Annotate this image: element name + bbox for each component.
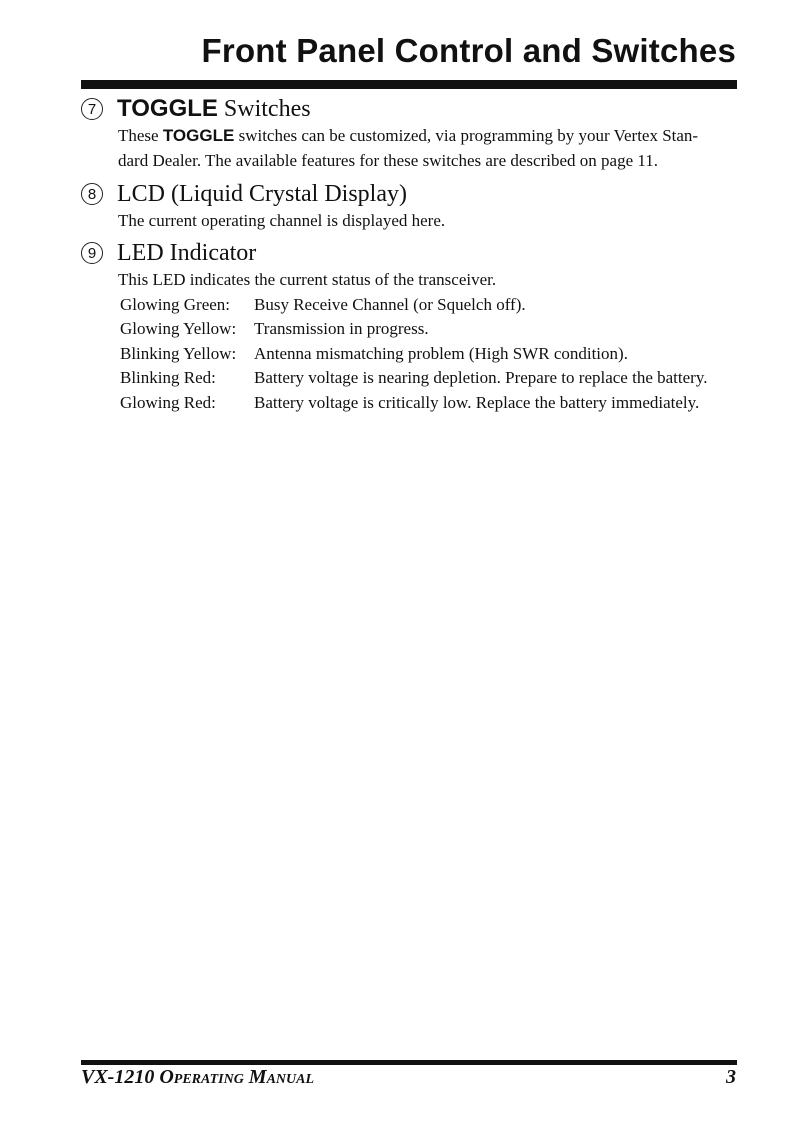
led-status-description: Battery voltage is critically low. Replace the battery immediately. bbox=[254, 392, 700, 412]
led-status-description: Battery voltage is nearing depletion. Prepare to replace the battery. bbox=[254, 368, 708, 387]
footer-manual-title bbox=[81, 1066, 314, 1089]
led-status-description: Antenna mismatching problem (High SWR condition). bbox=[254, 343, 628, 363]
led-status-label: Glowing Green: bbox=[120, 294, 231, 314]
body-text: dard Dealer. The available features for these switches are described on page 11. bbox=[118, 150, 658, 170]
header-rule bbox=[81, 80, 737, 89]
led-status-label: Blinking Red: bbox=[120, 368, 216, 387]
page-title: Front Panel Control and Switches bbox=[201, 32, 736, 69]
footer-model: VX-1210 bbox=[81, 1066, 155, 1088]
led-status-row bbox=[120, 391, 741, 416]
section-heading bbox=[117, 95, 311, 123]
led-status-row bbox=[120, 366, 741, 391]
footer-rule bbox=[81, 1060, 737, 1065]
section-heading: LCD (Liquid Crystal Display) bbox=[117, 180, 407, 207]
item-number-9: 9 bbox=[81, 242, 103, 264]
led-status-row bbox=[120, 317, 741, 342]
led-status-label: Glowing Yellow: bbox=[120, 319, 237, 338]
section-body: The current operating channel is displayed here. bbox=[118, 211, 446, 230]
body-text: switches can be customized, via programming by your Vertex Stan- bbox=[234, 126, 699, 145]
section-body bbox=[118, 124, 741, 173]
section-body: This LED indicates the current status of the transceiver. bbox=[118, 270, 497, 289]
led-status-table bbox=[120, 293, 741, 416]
section-toggle-switches bbox=[81, 94, 741, 173]
item-number-8: 8 bbox=[81, 183, 103, 205]
led-status-label: Blinking Yellow: bbox=[120, 343, 237, 363]
section-heading: LED Indicator bbox=[117, 239, 257, 266]
item-number-7: 7 bbox=[81, 98, 103, 120]
led-status-description: Busy Receive Channel (or Squelch off). bbox=[254, 294, 526, 314]
heading-keyword: TOGGLE bbox=[117, 95, 218, 122]
section-led-indicator bbox=[81, 238, 741, 415]
heading-rest: Switches bbox=[217, 96, 311, 122]
led-status-row bbox=[120, 293, 741, 318]
body-text: These bbox=[118, 126, 163, 145]
footer-manual-label: Operating Manual bbox=[159, 1066, 315, 1088]
led-status-row bbox=[120, 342, 741, 367]
led-status-label: Glowing Red: bbox=[120, 392, 216, 412]
section-lcd bbox=[81, 179, 741, 234]
body-keyword: TOGGLE bbox=[162, 126, 235, 145]
page-number: 3 bbox=[726, 1066, 736, 1088]
led-status-description: Transmission in progress. bbox=[254, 319, 429, 338]
